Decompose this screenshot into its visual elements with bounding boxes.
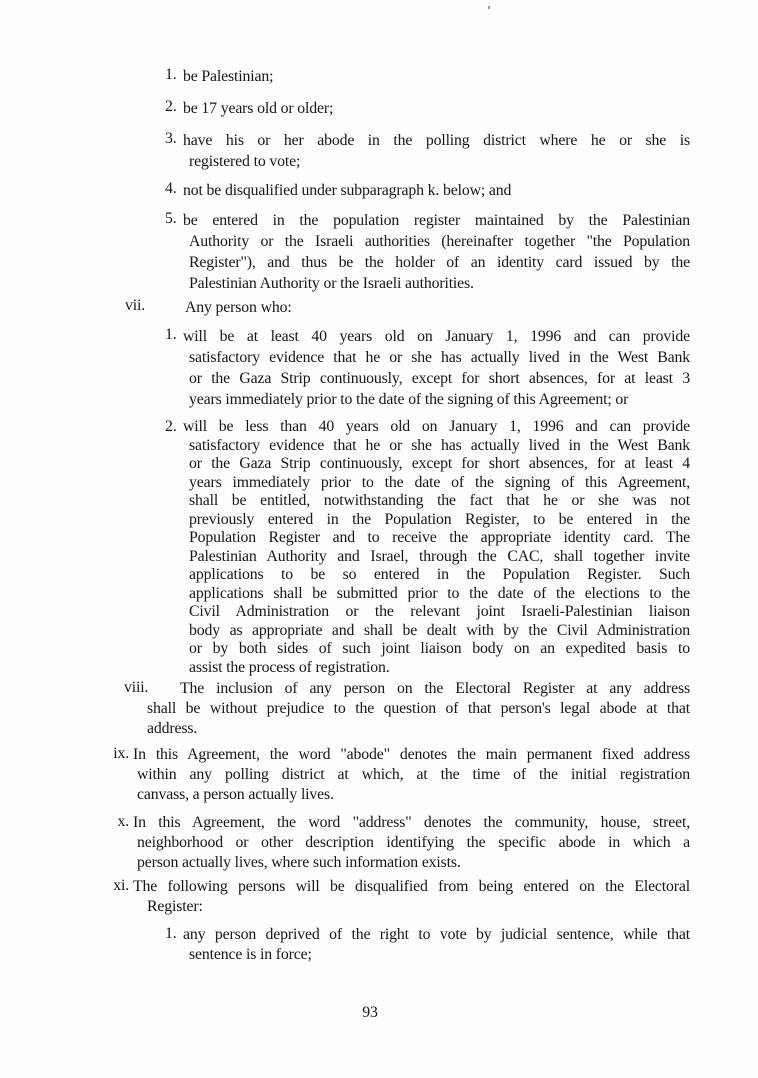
text-line: be Palestinian;: [183, 68, 274, 85]
text-line: Any person who:: [185, 299, 292, 316]
text-line: Register"), and thus be the holder of an identity card issued by the: [189, 254, 690, 271]
item-3: [0, 130, 758, 172]
list-marker: 1.: [165, 326, 177, 343]
clause-vii-item-2: [0, 418, 758, 677]
list-marker: 2.: [165, 418, 177, 435]
text-line: Palestinian Authority or the Israeli authorities.: [189, 275, 474, 292]
text-line: shall be without prejudice to the question of that person's legal abode at that: [147, 700, 690, 717]
list-marker: viii.: [124, 679, 149, 696]
clause-x: [0, 813, 758, 873]
clause-vii: [0, 297, 758, 318]
text-line: neighborhood or other description identifying the specific abode in which a: [137, 834, 690, 851]
item-2: [0, 98, 758, 119]
item-4: [0, 180, 758, 201]
text-line: In this Agreement, the word "address" denotes the community, house, street,: [133, 814, 690, 831]
text-line: not be disqualified under subparagraph k. below; and: [183, 182, 512, 199]
text-line: be 17 years old or older;: [183, 100, 334, 117]
text-line: Civil Administration or the relevant joint Israeli-Palestinian liaison: [189, 603, 690, 620]
text-line: or by both sides of such joint liaison body on an expedited basis to: [189, 640, 690, 657]
text-line: In this Agreement, the word "abode" denotes the main permanent fixed address: [133, 746, 690, 763]
text-line: canvass, a person actually lives.: [137, 786, 334, 803]
page-number: 93: [362, 1004, 378, 1021]
clause-xi: [0, 877, 758, 917]
text-line: body as appropriate and shall be dealt with by the Civil Administration: [189, 621, 690, 639]
text-line: sentence is in force;: [189, 946, 312, 963]
text-line: be entered in the population register maintained by the Palestinian: [183, 212, 690, 229]
text-line: years immediately prior to the date of the signing of this Agreement,: [189, 473, 690, 491]
text-line: or the Gaza Strip continuously, except for short absences, for at least 3: [189, 370, 690, 387]
text-line: will be less than 40 years old on January 1, 1996 and can provide: [183, 418, 690, 435]
text-line: satisfactory evidence that he or she has actually lived in the West Bank: [189, 349, 690, 366]
list-marker: x.: [117, 813, 129, 830]
clause-vii-item-1: [0, 326, 758, 410]
text-line: registered to vote;: [189, 153, 301, 170]
list-marker: 1.: [165, 66, 177, 83]
text-line: address.: [147, 720, 198, 737]
list-marker: 4.: [165, 180, 177, 197]
clause-ix: [0, 745, 758, 805]
item-1: [0, 66, 758, 87]
text-line: satisfactory evidence that he or she has actually lived in the West Bank: [189, 436, 690, 454]
text-line: years immediately prior to the date of the signing of this Agreement; or: [189, 391, 629, 408]
text-line: any person deprived of the right to vote by judicial sentence, while that: [183, 926, 690, 943]
clause-viii: [0, 679, 758, 739]
text-line: Register:: [147, 898, 203, 915]
list-marker: 5.: [165, 210, 177, 227]
text-line: shall be entitled, notwithstanding the fact that he or she was not: [189, 492, 690, 509]
text-line: have his or her abode in the polling district where he or she is: [183, 132, 690, 149]
text-line: The inclusion of any person on the Electoral Register at any address: [180, 680, 690, 697]
list-marker: 2.: [165, 98, 177, 115]
clause-xi-item-1: [0, 925, 758, 965]
text-line: Population Register and to receive the appropriate identity card. The: [189, 529, 690, 546]
list-marker: xi.: [113, 877, 129, 894]
list-marker: 3.: [165, 130, 177, 147]
text-line: applications to be so entered in the Population Register. Such: [189, 566, 690, 583]
list-marker: 1.: [165, 925, 177, 942]
text-line: applications shall be submitted prior to the date of the elections to the: [189, 584, 690, 602]
scan-speck: [488, 6, 490, 9]
text-line: person actually lives, where such information exists.: [137, 854, 461, 871]
text-line: The following persons will be disqualified from being entered on the Electoral: [133, 878, 690, 895]
text-line: within any polling district at which, at the time of the initial registration: [137, 766, 690, 783]
text-line: or the Gaza Strip continuously, except for short absences, for at least 4: [189, 455, 690, 472]
text-line: Palestinian Authority and Israel, through the CAC, shall together invite: [189, 547, 690, 565]
text-line: will be at least 40 years old on January 1, 1996 and can provide: [183, 328, 690, 345]
text-line: previously entered in the Population Register, to be entered in the: [189, 510, 690, 528]
list-marker: vii.: [125, 297, 146, 314]
text-line: Authority or the Israeli authorities (hereinafter together "the Population: [189, 233, 690, 250]
text-line: assist the process of registration.: [189, 658, 390, 676]
list-marker: ix.: [113, 745, 129, 762]
item-5: [0, 210, 758, 294]
